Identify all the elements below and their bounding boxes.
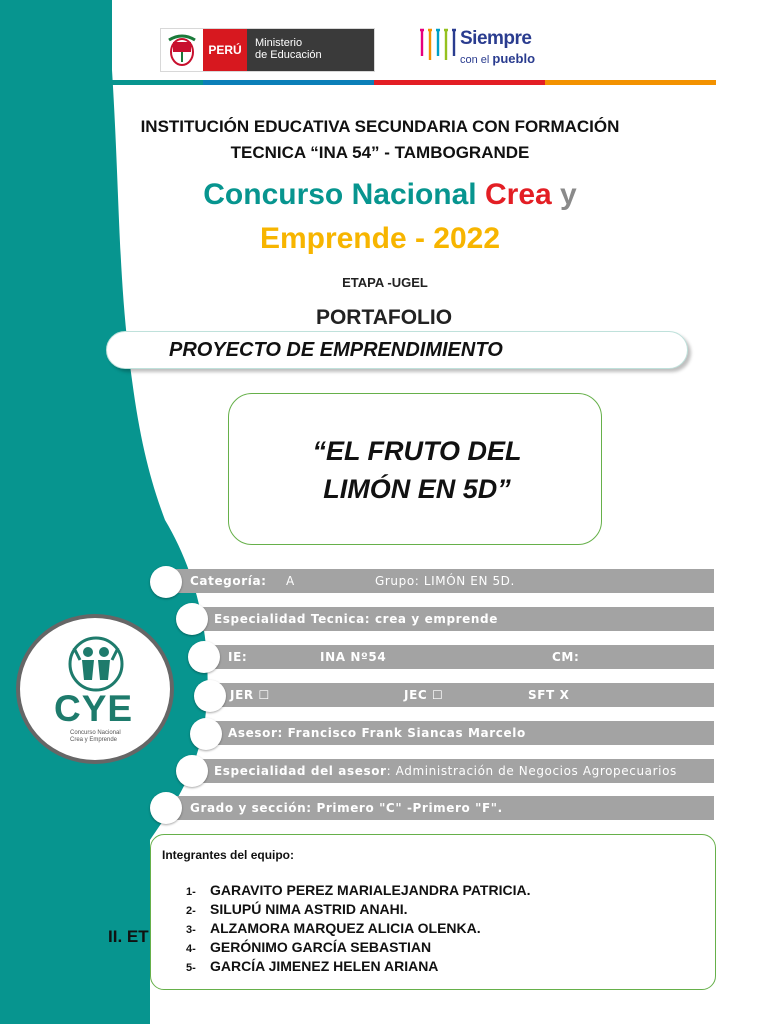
proyecto-banner: PROYECTO DE EMPRENDIMIENTO [106,331,688,369]
row-especialidad-asesor [196,759,714,783]
member-name: GARCÍA JIMENEZ HELEN ARIANA [210,958,439,974]
team-member [186,882,530,898]
member-name: SILUPÚ NIMA ASTRID ANAHI. [210,901,408,917]
header-color-stripe [32,80,716,85]
institution-line1: INSTITUCIÓN EDUCATIVA SECUNDARIA CON FORMACIÓN [140,117,620,136]
y-text: y [560,178,577,211]
categoria-label: Categoría: [190,574,267,588]
row-jornada [212,683,714,707]
concurso-text: Concurso Nacional [203,178,477,211]
member-number: 4- [186,943,196,955]
cye-text: CYE [54,688,134,729]
cm-label: CM: [552,650,580,664]
colored-pins-icon [416,26,460,66]
member-number: 1- [186,886,196,898]
project-title-line2: LIMÓN EN 5D” [323,474,511,504]
cye-sub1: Concurso Nacional [70,730,121,736]
team-member [186,958,438,974]
emprende-text: Emprende - 2022 [259,222,501,255]
ministerio-line1: Ministerio [255,37,303,49]
team-member [186,901,408,917]
ministerio-line2: de Educación [255,49,322,61]
row-asesor [210,721,714,745]
member-name: GARAVITO PEREZ MARIALEJANDRA PATRICIA. [210,882,531,898]
ie-label: IE: [228,650,248,664]
asesor-text: Asesor: Francisco Frank Siancas Marcelo [228,726,526,740]
crea-text: Crea [484,178,552,211]
jer-option: JER ☐ [230,688,270,702]
grupo-text: Grupo: LIMÓN EN 5D. [375,574,515,588]
member-name: ALZAMORA MARQUEZ ALICIA OLENKA. [210,920,481,936]
siempre-logo [416,26,536,70]
etapa-label: ETAPA -UGEL [342,275,428,290]
member-number: 5- [186,962,196,974]
row-categoria [172,569,714,593]
project-title [232,432,602,508]
project-title-line1: “EL FRUTO DEL [312,436,522,466]
jec-option: JEC ☐ [404,688,444,702]
sft-option: SFT X [528,688,570,702]
section-ii-heading: II. ET [108,927,149,946]
team-title: Integrantes del equipo: [162,848,295,862]
member-number: 3- [186,924,196,936]
row-bullet [176,603,208,635]
cye-logo [16,614,174,764]
row-ie [208,645,714,669]
member-name: GERÓNIMO GARCÍA SEBASTIAN [210,939,432,955]
row-bullet [190,718,222,750]
row-bullet [188,641,220,673]
cye-sub2: Crea y Emprende [70,737,118,743]
people-icon [56,634,136,696]
slogan-pueblo: pueblo [492,51,536,66]
row-bullet [150,566,182,598]
institution-line2: TECNICA “INA 54” - TAMBOGRANDE [230,143,530,162]
grado-text: Grado y sección: Primero "C" -Primero "F". [190,801,503,815]
row-grado [170,796,714,820]
especialidad-text: Especialidad Tecnica: crea y emprende [214,612,498,626]
peru-label: PERÚ [203,29,247,71]
esp-asesor-value: : Administración de Negocios Agropecuarios [386,764,677,778]
ministerio-label [247,29,374,71]
slogan-con: con el [460,54,490,66]
portafolio-label: PORTAFOLIO [315,306,453,329]
slogan-main: Siempre [460,28,532,49]
row-bullet [176,755,208,787]
row-bullet [150,792,182,824]
row-especialidad [194,607,714,631]
ie-value: INA Nº54 [320,650,387,664]
team-member [186,920,481,936]
member-number: 2- [186,905,196,917]
ministerio-logo [160,28,375,72]
esp-asesor-line [214,759,677,783]
slogan-sub [460,51,535,66]
categoria-value: A [286,574,295,588]
cye-subtitle [70,730,140,744]
row-bullet [194,680,226,712]
contest-title-line1 [120,178,660,212]
team-member [186,939,431,955]
coat-of-arms-icon [165,32,199,68]
esp-asesor-label: Especialidad del asesor [214,764,387,778]
